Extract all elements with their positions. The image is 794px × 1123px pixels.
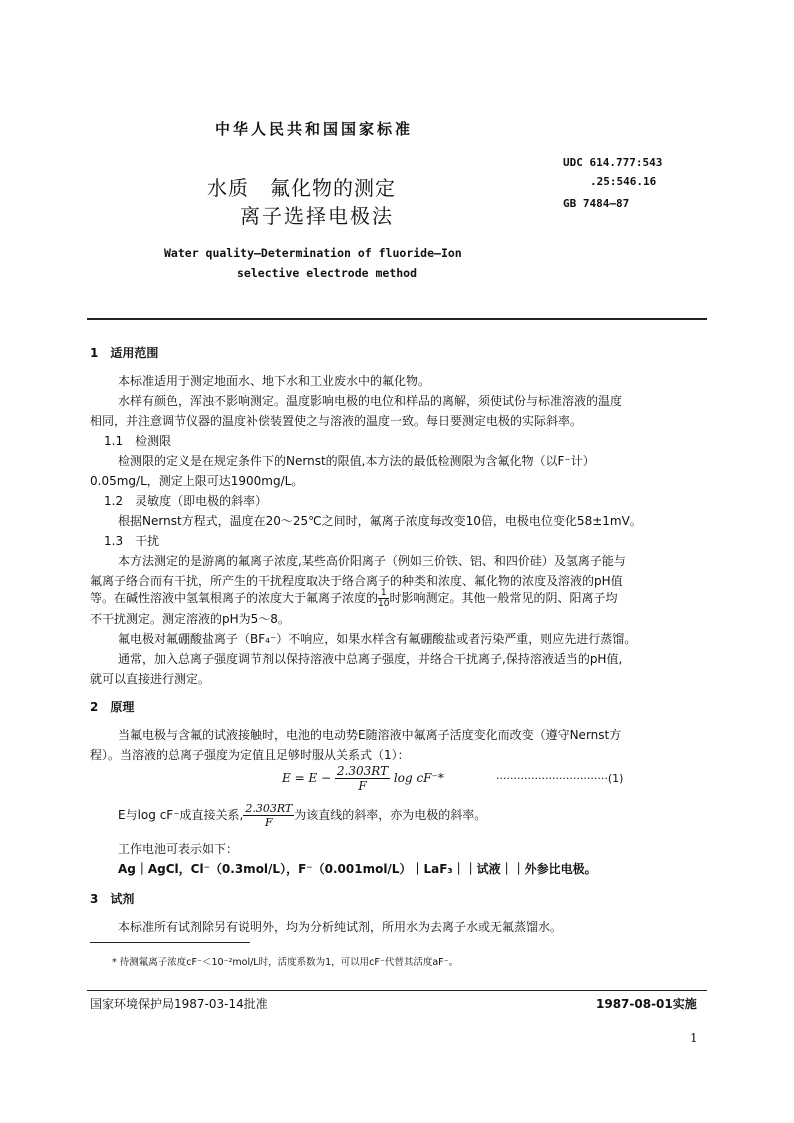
section-1-3-text: 就可以直接进行测定。 [90, 672, 211, 686]
text-run: 为该直线的斜率，亦为电极的斜率。 [294, 808, 487, 822]
section-1-paragraph: 本标准适用于测定地面水、地下水和工业废水中的氟化物。 [118, 374, 431, 388]
section-1-1-heading: 1.1 检测限 [104, 434, 172, 448]
equation-lhs: E = E − [282, 771, 335, 785]
fraction-one-tenth [378, 588, 389, 609]
footer-divider [87, 990, 707, 991]
document-title-line1: 水质 氟化物的测定 [207, 176, 396, 200]
section-3-heading: 3 试剂 [90, 892, 135, 906]
fraction-numerator: 2.303RT [245, 802, 293, 815]
section-2-heading: 2 原理 [90, 700, 135, 714]
section-1-3-text: 氟离子络合而有干扰，所产生的干扰程度取决于络合离子的种类和浓度、氟化物的浓度及溶液的pH值 [90, 574, 623, 588]
page-number: 1 [690, 1031, 698, 1045]
section-1-3-text: 本方法测定的是游离的氟离子浓度,某些高价阳离子（例如三价铁、铝、和四价硅）及氢离子能与 [118, 554, 626, 568]
text-run: E与log cF⁻成直接关系, [118, 808, 244, 822]
english-title-line2: selective electrode method [237, 266, 418, 280]
section-1-paragraph: 相同，并注意调节仪器的温度补偿装置使之与溶液的温度一致。每日要测定电极的实际斜率。 [90, 414, 583, 428]
footnote: * 待测氟离子浓度cF⁻＜10⁻²mol/L时，活度系数为1，可以用cF⁻代替其活度aF⁻。 [112, 957, 459, 968]
section-1-2-text: 根据Nernst方程式，温度在20～25℃之间时，氟离子浓度每改变10倍，电极电位变化58±1mV。 [118, 514, 642, 528]
header-divider [87, 318, 707, 320]
section-2-paragraph: 当氟电极与含氟的试液接触时，电池的电动势E随溶液中氟离子活度变化而改变（遵守Nernst方 [118, 728, 622, 742]
section-2-paragraph: 程）。当溶液的总离子强度为定值且足够时服从关系式（1）： [90, 748, 410, 762]
section-3-paragraph: 本标准所有试剂除另有说明外，均为分析纯试剂，所用水为去离子水或无氟蒸馏水。 [118, 920, 563, 934]
section-2-paragraph: 工作电池可表示如下： [118, 842, 239, 856]
section-1-3-text: 氟电极对氟硼酸盐离子（BF₄⁻）不响应，如果水样含有氟硼酸盐或者污染严重，则应先进行蒸馏。 [118, 632, 637, 646]
section-1-heading: 1 适用范围 [90, 346, 159, 360]
equation-fraction [335, 764, 390, 793]
section-1-3-text [90, 588, 617, 609]
section-2-paragraph [118, 802, 486, 829]
section-1-1-text: 0.05mg/L，测定上限可达1900mg/L。 [90, 474, 304, 488]
english-title-line1: Water quality—Determination of fluoride—Ion [164, 246, 462, 260]
section-1-3-text: 不干扰测定。测定溶液的pH为5～8。 [90, 612, 290, 626]
fraction-denominator: 10 [378, 599, 390, 609]
equation-rhs: log cF⁻* [393, 771, 444, 785]
text-run: 等。在碱性溶液中氢氧根离子的浓度大于氟离子浓度的 [90, 591, 379, 605]
document-title-line2: 离子选择电极法 [240, 204, 394, 228]
fraction-denominator: F [358, 779, 367, 793]
text-run: 时影响测定。其他一般常见的阴、阳离子均 [389, 591, 618, 605]
standard-organization: 中华人民共和国国家标准 [215, 120, 414, 138]
fraction-numerator: 1 [378, 588, 389, 599]
section-1-1-text: 检测限的定义是在规定条件下的Nernst的限值,本方法的最低检测限为含氟化物（以F⁻计） [118, 454, 595, 468]
footnote-divider [90, 942, 250, 943]
slope-fraction [243, 802, 294, 829]
equation-number: ································(1) [496, 772, 624, 785]
section-1-paragraph: 水样有颜色，浑浊不影响测定。温度影响电极的电位和样品的离解，须使试份与标准溶液的温度 [118, 394, 623, 408]
approval-date: 国家环境保护局1987-03-14批准 [90, 997, 268, 1011]
section-1-3-text: 通常，加入总离子强度调节剂以保持溶液中总离子强度，并络合干扰离子,保持溶液适当的pH值, [118, 652, 623, 666]
section-1-2-heading: 1.2 灵敏度（即电极的斜率） [104, 494, 268, 508]
section-1-3-heading: 1.3 干扰 [104, 534, 160, 548]
effective-date: 1987-08-01实施 [596, 997, 697, 1011]
fraction-numerator: 2.303RT [336, 764, 389, 778]
gb-code: GB 7484—87 [563, 197, 630, 210]
equation-1 [282, 764, 444, 793]
udc-code-line2: .25:546.16 [590, 175, 657, 188]
fraction-denominator: F [264, 816, 273, 829]
electrochemical-cell: Ag｜AgCl，Cl⁻（0.3mol/L），F⁻（0.001mol/L）｜LaF₃｜｜试液｜｜外参比电极。 [118, 862, 597, 876]
udc-code-line1: UDC 614.777:543 [563, 156, 663, 169]
